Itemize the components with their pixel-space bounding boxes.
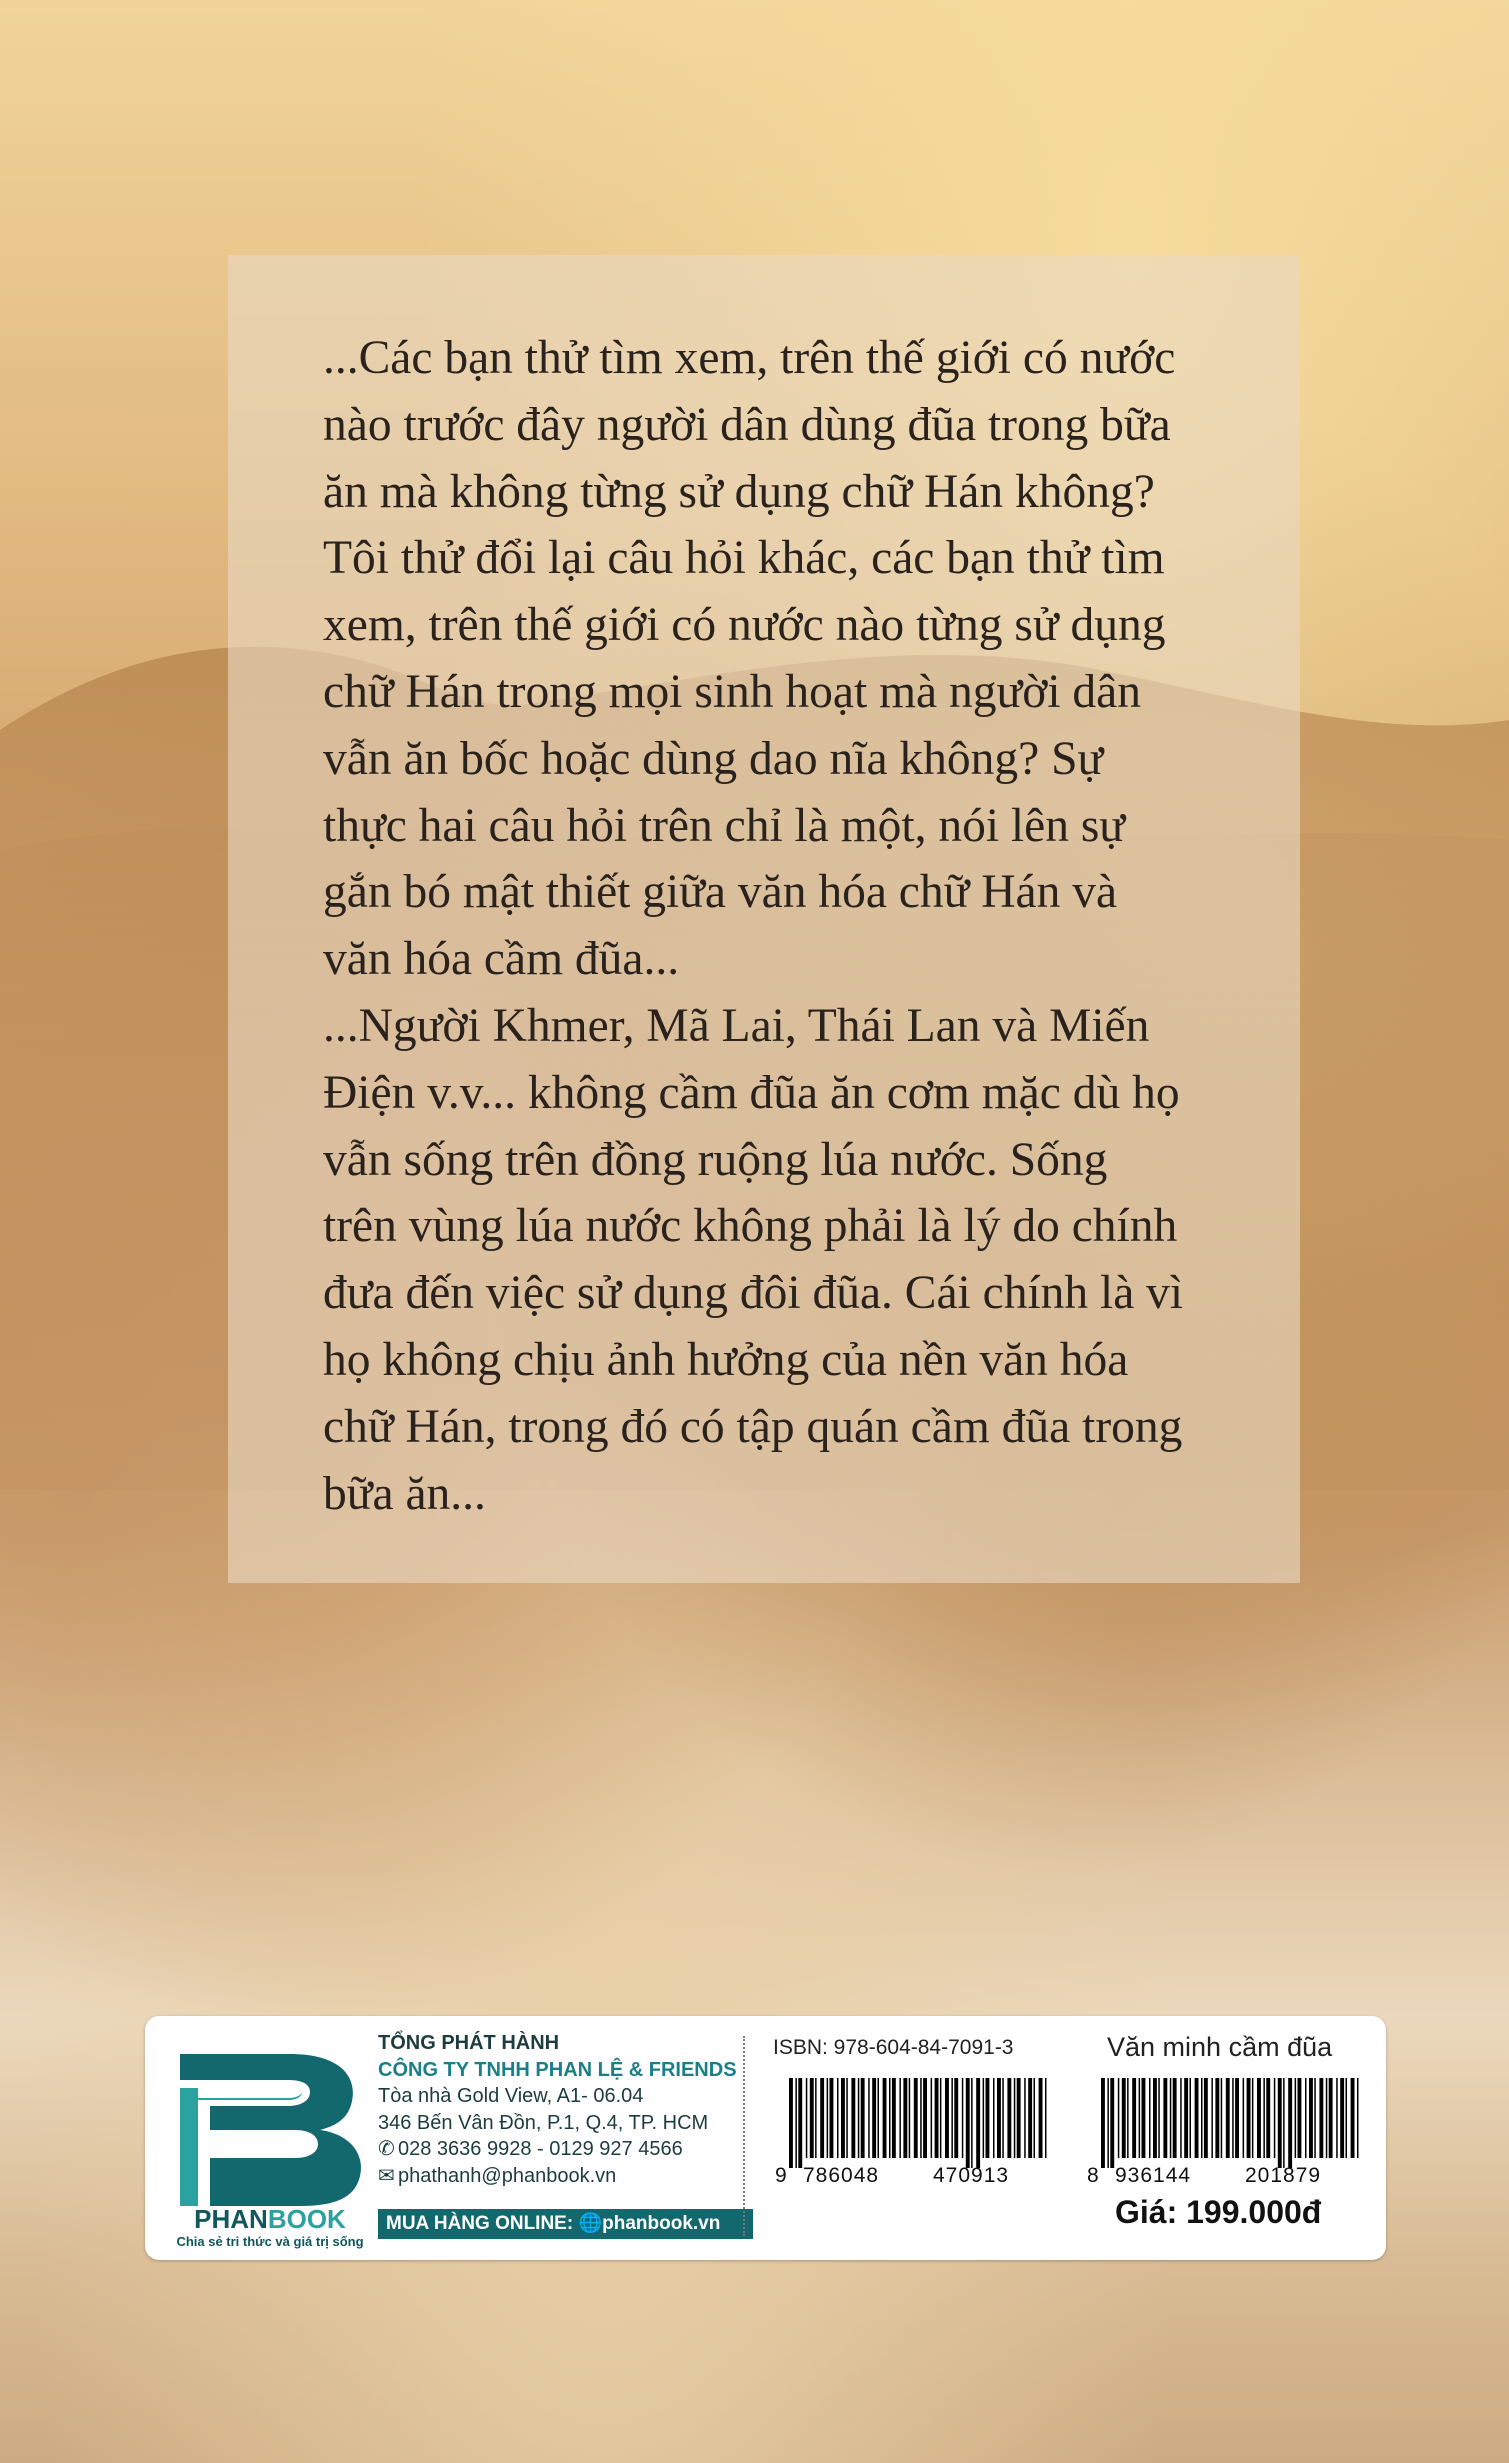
barcode-bar [858, 2078, 860, 2158]
barcode-bar [966, 2078, 970, 2168]
quote-line: gắn bó mật thiết giữa văn hóa chữ Hán và [323, 866, 1118, 919]
barcode-bar [1002, 2078, 1004, 2158]
barcode-bar [815, 2078, 817, 2158]
barcode-bar [1195, 2078, 1199, 2158]
barcode-bar [962, 2078, 964, 2158]
book-title: Văn minh cầm đũa [1107, 2032, 1333, 2062]
barcode-bar [976, 2078, 980, 2168]
barcode-bar [1263, 2078, 1265, 2158]
barcode-bar [1184, 2078, 1188, 2158]
barcode-bar [820, 2078, 824, 2158]
globe-icon: 🌐 [578, 2213, 603, 2234]
barcode-bar [830, 2078, 834, 2158]
phone-icon: ✆ [378, 2138, 395, 2160]
quote-line: Điện v.v... không cầm đũa ăn cơm mặc dù họ [323, 1066, 1180, 1119]
quote-line: ...Người Khmer, Mã Lai, Thái Lan và Miến [323, 999, 1150, 1052]
distributor-info [378, 2030, 753, 2189]
barcode-bar [1201, 2078, 1203, 2158]
barcode-bar [1309, 2078, 1313, 2158]
barcode-bar [1232, 2078, 1234, 2158]
barcode-bar [1235, 2078, 1239, 2158]
barcode-bar [1173, 2078, 1177, 2158]
quote-line: bữa ăn... [323, 1467, 486, 1520]
barcode-bar [806, 2078, 808, 2158]
barcode-bar [971, 2078, 973, 2168]
quote-line: xem, trên thế giới có nước nào từng sử dụng [323, 599, 1166, 652]
barcode-bar [1007, 2078, 1011, 2158]
barcode-bars [1097, 2078, 1367, 2168]
barcode-bar [1340, 2078, 1344, 2158]
barcode-bar [1243, 2078, 1245, 2158]
barcode-bar [1305, 2078, 1307, 2158]
distributor-heading: TỔNG PHÁT HÀNH [378, 2032, 560, 2054]
distributor-email-row [378, 2163, 753, 2190]
barcode-bar [1283, 2078, 1285, 2168]
publisher-logo [170, 2036, 370, 2249]
barcode-bar [1314, 2078, 1316, 2158]
website-link[interactable]: phanbook.vn [602, 2213, 721, 2234]
barcode-bar [923, 2078, 927, 2158]
barcode-bar [883, 2078, 887, 2158]
barcode-bars [785, 2078, 1055, 2168]
barcode-bar [903, 2078, 907, 2158]
barcode-bar [1357, 2078, 1359, 2158]
barcode-bar [795, 2078, 797, 2168]
barcode-bar [1190, 2078, 1192, 2158]
quote-line: đưa đến việc sử dụng đôi đũa. Cái chính là vì [323, 1267, 1184, 1320]
publisher-info-box [145, 2016, 1386, 2260]
barcode-bar [1139, 2078, 1141, 2158]
barcode-lead-digit: 8 [1087, 2164, 1100, 2187]
barcode-bar [1252, 2078, 1254, 2158]
barcode-bar [1336, 2078, 1338, 2158]
publisher-slogan: Chia sẻ tri thức và giá trị sống [176, 2234, 364, 2249]
barcode-bar [1118, 2078, 1120, 2158]
barcode-bar [1278, 2078, 1282, 2168]
quote-line: Tôi thử đổi lại câu hỏi khác, các bạn thử tìm [323, 532, 1165, 585]
distributor-phone-row [378, 2136, 753, 2163]
price-label: Giá: 199.000đ [1115, 2194, 1322, 2230]
barcode-bar [1351, 2078, 1355, 2158]
divider [743, 2036, 745, 2236]
barcode-bar [1326, 2078, 1328, 2158]
quote-line: nào trước đây người dân dùng đũa trong bữa [323, 398, 1171, 451]
barcode-bar [841, 2078, 845, 2158]
barcode-bar [1014, 2078, 1016, 2158]
barcode-bar [935, 2078, 939, 2158]
barcode-bar [1122, 2078, 1126, 2158]
barcode-bar [861, 2078, 865, 2158]
barcode-bar [1319, 2078, 1323, 2158]
barcode-right-digits: 201879 [1245, 2164, 1322, 2187]
barcode-bar [1028, 2078, 1032, 2158]
barcode-bar [1163, 2078, 1167, 2158]
barcode-bar [1170, 2078, 1172, 2158]
barcode-bar [846, 2078, 848, 2158]
barcode-bar [1266, 2078, 1270, 2158]
barcode-bar [798, 2078, 802, 2168]
barcode-bar [878, 2078, 880, 2158]
barcode-bar [1107, 2078, 1109, 2168]
quote-line: trên vùng lúa nước không phải là lý do chính [323, 1200, 1178, 1253]
barcode-bar [872, 2078, 876, 2158]
barcode-bar [851, 2078, 855, 2158]
barcode-bar [789, 2078, 793, 2168]
barcode-bar [1024, 2078, 1026, 2158]
barcode-bar [827, 2078, 829, 2158]
publisher-name: PHANBOOK [194, 2204, 346, 2234]
barcode-bar [1110, 2078, 1114, 2168]
barcode-bar [1039, 2078, 1043, 2158]
barcode-bar [810, 2078, 814, 2158]
distributor-address-line2: 346 Bến Vân Đồn, P.1, Q.4, TP. HCM [378, 2111, 709, 2134]
product-barcode [1087, 2078, 1367, 2187]
distributor-email: phathanh@phanbook.vn [398, 2164, 617, 2187]
barcode-bar [1329, 2078, 1333, 2158]
barcode-right-digits: 470913 [933, 2164, 1010, 2187]
barcode-bar [1204, 2078, 1208, 2158]
isbn-label: ISBN: 978-604-84-7091-3 [773, 2036, 1014, 2059]
barcode-bar [1149, 2078, 1151, 2158]
quote-line: vẫn ăn bốc hoặc dùng dao nĩa không? Sự [323, 732, 1104, 785]
barcode-bar [868, 2078, 870, 2158]
barcode-bar [954, 2078, 958, 2158]
barcode-bar [986, 2078, 990, 2158]
barcode-left-digits: 786048 [803, 2164, 880, 2187]
barcode-bar [1045, 2078, 1047, 2158]
quote-line: ...Các bạn thử tìm xem, trên thế giới có nước [323, 332, 1176, 384]
barcode-bar [1215, 2078, 1219, 2158]
isbn-barcode [775, 2078, 1055, 2187]
barcode-bar [889, 2078, 891, 2158]
barcode-left-digits: 936144 [1115, 2164, 1192, 2187]
barcode-bar [1034, 2078, 1036, 2158]
barcode-bar [1158, 2078, 1160, 2158]
barcode-lead-digit: 9 [775, 2164, 788, 2187]
quote-line: chữ Hán trong mọi sinh hoạt mà người dân [323, 665, 1142, 718]
barcode-bar [1288, 2078, 1292, 2168]
distributor-phone: 028 3636 9928 - 0129 927 4566 [398, 2138, 683, 2160]
barcode-bar [1274, 2078, 1276, 2158]
barcode-bar [1127, 2078, 1129, 2158]
distributor-company: CÔNG TY TNHH PHAN LỆ & FRIENDS [378, 2058, 737, 2081]
barcode-bar [1226, 2078, 1230, 2158]
barcode-bar [1101, 2078, 1105, 2168]
barcode-bar [1295, 2078, 1297, 2158]
quote-line: vẫn sống trên đồng ruộng lúa nước. Sống [323, 1133, 1108, 1186]
barcode-bar [1298, 2078, 1302, 2158]
barcode-bar [1132, 2078, 1136, 2158]
barcode-bar [920, 2078, 922, 2158]
barcode-bar [983, 2078, 985, 2158]
barcode-bar [931, 2078, 933, 2158]
barcode-bar [892, 2078, 896, 2158]
mail-icon: ✉ [378, 2164, 395, 2187]
barcode-bar [951, 2078, 953, 2158]
barcode-bar [1142, 2078, 1146, 2158]
barcode-bar [997, 2078, 1001, 2158]
quote-line: thực hai câu hỏi trên chỉ là một, nói lên sự [323, 799, 1126, 852]
barcode-bar [1221, 2078, 1223, 2158]
phanbook-logo-icon [170, 2036, 370, 2206]
barcode-bar [1017, 2078, 1021, 2158]
quote-line: họ không chịu ảnh hưởng của nền văn hóa [323, 1333, 1129, 1386]
back-cover-quote [323, 325, 1208, 1527]
barcode-bar [1180, 2078, 1182, 2158]
barcode-bar [1211, 2078, 1213, 2158]
buy-online-banner: MUA HÀNG ONLINE: 🌐phanbook.vn [378, 2209, 753, 2239]
barcode-bar [945, 2078, 949, 2158]
barcode-bar [1153, 2078, 1157, 2158]
quote-line: ăn mà không từng sử dụng chữ Hán không? [323, 465, 1155, 518]
distributor-address-line1: Tòa nhà Gold View, A1- 06.04 [378, 2085, 644, 2107]
barcode-bar [837, 2078, 839, 2158]
barcode-bar [940, 2078, 942, 2158]
quote-line: chữ Hán, trong đó có tập quán cầm đũa trong [323, 1400, 1183, 1453]
barcode-bar [1257, 2078, 1261, 2158]
barcode-bar [993, 2078, 995, 2158]
barcode-bar [914, 2078, 918, 2158]
barcode-bar [1346, 2078, 1348, 2158]
quote-line: văn hóa cầm đũa... [323, 933, 680, 986]
barcode-bar [1247, 2078, 1251, 2158]
barcode-bar [909, 2078, 911, 2158]
barcode-bar [899, 2078, 901, 2158]
quote-panel [228, 255, 1300, 1583]
